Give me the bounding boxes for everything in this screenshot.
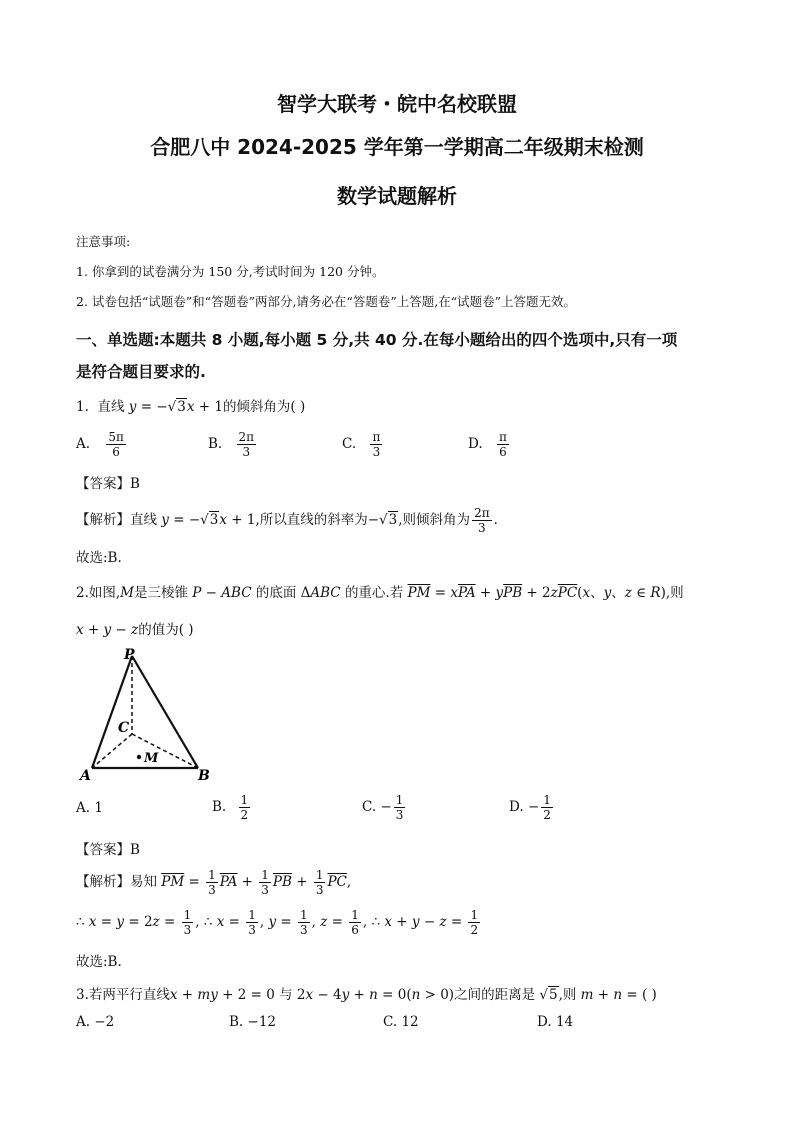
vertex-label-a: A	[80, 768, 91, 784]
notes-item-1: 1. 你拿到的试卷满分为 150 分,考试时间为 120 分钟。	[76, 264, 385, 279]
q2-option-a: A. 1	[76, 800, 103, 816]
q1-option-c: C. $\frac{\pi}{3}$	[342, 430, 381, 459]
question-2-stem-cont: x + y − z的值为( )	[76, 622, 194, 638]
q2-option-b: B. $\frac{1}{2}$	[212, 793, 249, 822]
q1-line-equation: y = −√3x + 1	[128, 399, 223, 415]
q3-option-c: C. 12	[383, 1014, 419, 1030]
q3-option-d: D. 14	[537, 1014, 574, 1030]
question-2-stem: 2.如图,M是三棱锥 P − ABC 的底面 ΔABC 的重心.若 $\overline{PM} = x\overline{PA} + y\overline{PB} + 2z\overline{PC}(x$、y、z ∈ R),则	[76, 585, 684, 601]
notes-item-2: 2. 试卷包括“试题卷”和“答题卷”两部分,请务必在“答题卷”上答题,在“试题卷”上答题无效。	[76, 294, 576, 309]
q2-choose: 故选:B.	[76, 954, 122, 970]
vertex-label-p: P	[124, 647, 135, 663]
q1-option-d: D. $\frac{\pi}{6}$	[468, 430, 507, 459]
exam-title: 合肥八中 2024-2025 学年第一学期高二年级期末检测	[150, 135, 644, 159]
q2-answer: 【答案】B	[76, 842, 140, 858]
edge-pa	[92, 656, 132, 768]
q2-analysis: 【解析】易知 $\overline{PM}$ = $\frac{1}{3}$ $\overline{PA}$ + $\frac{1}{3}$ $\overline{PB}$ + $\frac{1}{3}$ $\overline{PC}$,	[76, 868, 352, 897]
notes-heading: 注意事项:	[76, 234, 131, 249]
q1-choose: 故选:B.	[76, 550, 122, 566]
q1-option-a: A. $\frac{5\pi}{6}$	[76, 430, 124, 459]
q3-option-a: A. −2	[76, 1014, 115, 1030]
section-heading-cont: 是符合题目要求的.	[76, 363, 206, 381]
vertex-label-c: C	[118, 720, 130, 736]
question-3-stem: 3.若两平行直线x + my + 2 = 0 与 2x − 4y + n = 0(n > 0)之间的距离是 √5,则 m + n = ( )	[76, 987, 657, 1003]
q1-option-b: B. $\frac{2\pi}{3}$	[208, 430, 255, 459]
centroid-point-m	[137, 755, 141, 759]
point-label-m: M	[144, 751, 159, 766]
question-1-stem: 1. 直线 y = −√3x + 1的倾斜角为( )	[76, 399, 306, 415]
vertex-label-b: B	[198, 768, 210, 784]
q2-option-c: C. − $\frac{1}{3}$	[362, 793, 404, 822]
pyramid-figure	[76, 646, 216, 784]
section-heading: 一、单选题:本题共 8 小题,每小题 5 分,共 40 分.在每小题给出的四个选项中,只有一项	[76, 331, 678, 349]
q2-derivation: ∴ x = y = 2z = $\frac{1}{3}$ , ∴ x = $\frac{1}{3}$ , y = $\frac{1}{3}$ , z = $\frac{1}{6}$ , ∴ x + y − z = $\frac{1}{2}$	[76, 908, 479, 937]
document-title: 数学试题解析	[337, 184, 457, 208]
q1-analysis: 【解析】直线 y = −√3x + 1,所以直线的斜率为−√3,则倾斜角为 $\frac{2\pi}{3}$ .	[76, 506, 498, 535]
q1-answer: 【答案】B	[76, 476, 140, 492]
q3-option-b: B. −12	[229, 1014, 277, 1030]
exam-alliance-title: 智学大联考・皖中名校联盟	[277, 92, 517, 116]
q2-option-d: D. − $\frac{1}{2}$	[509, 793, 551, 822]
